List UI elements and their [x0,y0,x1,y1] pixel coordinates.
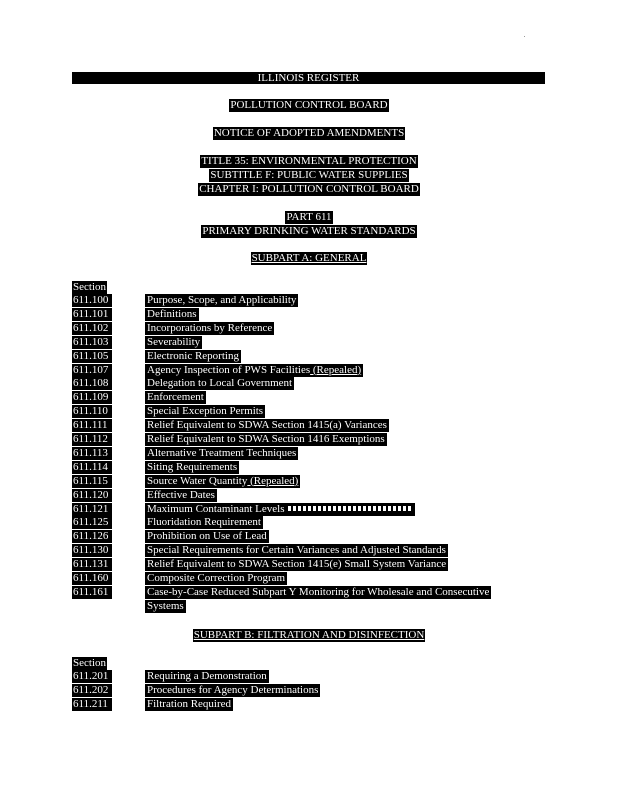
section-number: 611.160 [72,572,112,585]
section-number: 611.101 [72,308,112,321]
section-row [72,322,522,336]
section-row [72,516,522,530]
subpart-a-section-label: Section [73,281,106,293]
title-line-3: CHAPTER I: POLLUTION CONTROL BOARD [199,183,419,195]
section-row [72,294,522,308]
section-number: 611.107 [72,364,112,377]
section-number: 611.120 [72,489,112,502]
section-number: 611.105 [72,350,112,363]
section-row [72,544,522,558]
section-title: Purpose, Scope, and Applicability [147,294,297,306]
section-number: 611.131 [72,558,112,571]
section-title: Relief Equivalent to SDWA Section 1416 Exemptions [147,433,385,445]
section-title: Enforcement [147,391,204,404]
section-title: Alternative Treatment Techniques [147,446,297,459]
section-title: Source Water Quantity (Repealed) [147,474,299,487]
section-title: Electronic Reporting [147,349,239,362]
section-title: Siting Requirements [147,460,238,473]
section-title: Special Requirements for Certain Variances and Adjusted Standards [147,544,446,557]
section-row [72,503,522,517]
section-title: Special Exception Permits [147,405,264,418]
repealed-note: (Repealed) [310,363,362,376]
section-title: Relief Equivalent to SDWA Section 1415(e) Small System Variance [147,558,447,571]
notice-title: NOTICE OF ADOPTED AMENDMENTS [213,127,405,139]
section-number: 611.161 [72,586,112,599]
section-title: Fluoridation Requirement [147,516,261,529]
section-number: 611.112 [72,433,112,446]
subpart-a-heading: SUBPART A: GENERAL [251,252,367,264]
redacted-text [288,506,413,511]
section-title: Severability [147,335,201,348]
scan-speck [524,36,525,37]
title-line-1: TITLE 35: ENVIRONMENTAL PROTECTION [201,155,417,167]
section-number: 611.130 [72,544,112,557]
section-title-continuation: Systems [147,599,184,612]
section-title: Maximum Contaminant Levels [145,503,415,516]
section-number: 611.211 [72,698,112,711]
section-row [72,684,522,698]
section-title: Filtration Required [147,697,232,710]
section-number: 611.102 [72,322,112,335]
section-title: Delegation to Local Government [147,377,293,390]
section-number: 611.110 [72,405,112,418]
section-row [72,364,522,378]
title-line-2: SUBTITLE F: PUBLIC WATER SUPPLIES [210,169,408,181]
section-title: Composite Correction Program [147,572,286,584]
section-row [72,461,522,475]
section-title: Definitions [147,307,197,320]
section-number: 611.103 [72,336,112,349]
section-title: Relief Equivalent to SDWA Section 1415(a) Variances [147,419,387,432]
part-number: PART 611 [286,211,332,223]
section-row [72,585,522,612]
section-number: 611.114 [72,461,112,474]
section-row [72,489,522,503]
section-row [72,377,522,391]
subpart-b-section-label: Section [73,657,106,669]
section-row [72,419,522,433]
section-title: Agency Inspection of PWS Facilities (Repealed) [147,363,362,376]
section-row [72,447,522,461]
board-name: POLLUTION CONTROL BOARD [230,99,388,111]
section-row [72,475,522,489]
section-title: Prohibition on Use of Lead [147,530,267,543]
section-title: Incorporations by Reference [147,321,273,334]
section-number: 611.126 [72,530,112,543]
section-title: Procedures for Agency Determinations [147,683,319,696]
section-title: Case-by-Case Reduced Subpart Y Monitoring for Wholesale and Consecutive [147,585,490,598]
register-header: ILLINOIS REGISTER [72,72,545,84]
section-row [72,558,522,572]
section-number: 611.113 [72,447,112,460]
repealed-note: (Repealed) [247,474,299,487]
part-title: PRIMARY DRINKING WATER STANDARDS [202,225,416,237]
section-number: 611.202 [72,684,112,697]
section-number: 611.109 [72,391,112,404]
section-title: Requiring a Demonstration [147,670,267,682]
section-number: 611.201 [72,670,112,683]
section-row [72,391,522,405]
section-row [72,698,522,712]
section-row [72,433,522,447]
section-row [72,572,522,586]
section-number: 611.111 [72,419,112,432]
subpart-b-heading: SUBPART B: FILTRATION AND DISINFECTION [193,629,425,641]
section-title: Effective Dates [147,488,215,501]
section-number: 611.125 [72,516,112,529]
section-row [72,308,522,322]
section-row [72,350,522,364]
section-number: 611.121 [72,503,112,516]
section-number: 611.100 [72,294,112,307]
section-row [72,336,522,350]
section-row [72,670,522,684]
section-number: 611.108 [72,377,112,390]
section-row [72,405,522,419]
section-number: 611.115 [72,475,112,488]
section-row [72,530,522,544]
